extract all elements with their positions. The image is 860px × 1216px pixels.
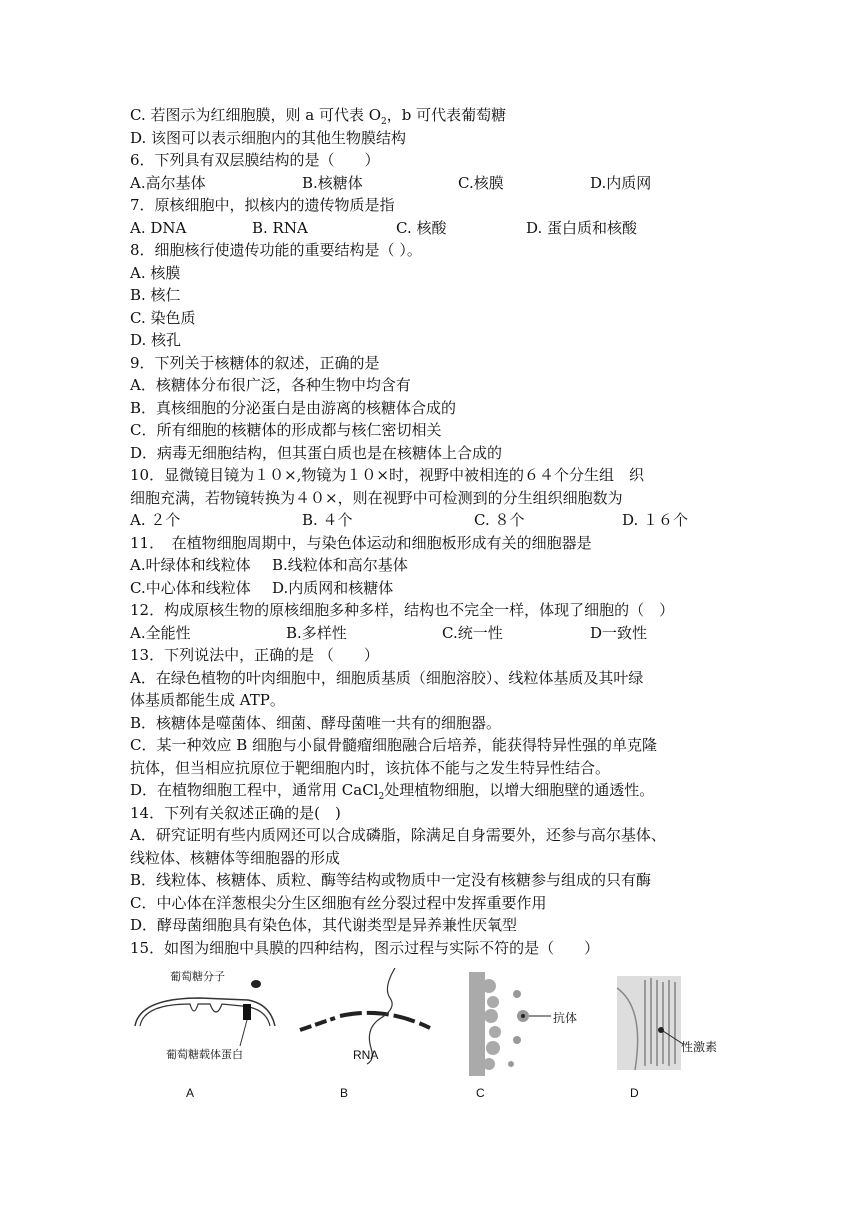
question-10: 10．显微镜目镜为１０×,物镜为１０×时，视野中被相连的６４个分生组 织 [130, 466, 644, 484]
subscript: 2 [381, 117, 387, 127]
option-d: D. 核孔 [130, 331, 182, 349]
figure-d [615, 968, 745, 1078]
option-d: D．病毒无细胞结构，但其蛋白质也是在核糖体上合成的 [130, 443, 503, 462]
option-b: B．核糖体是噬菌体、细菌、酵母菌唯一共有的细胞器。 [130, 713, 502, 732]
option-d: D. １６个 [622, 511, 689, 529]
question-10-cont: 细胞充满，若物镜转换为４０×，则在视野中可检测到的分生组织细胞数为 [130, 488, 623, 507]
text: D．在植物细胞工程中，通常用 CaCl [130, 781, 379, 799]
options-11b [130, 577, 740, 600]
option-d: D一致性 [590, 623, 648, 642]
figure-b [295, 968, 435, 1078]
text: C. 若图示为红细胞膜，则 a 可代表 O [130, 106, 382, 124]
option-b: B. RNA [252, 218, 308, 237]
option-b: B. 核仁 [130, 286, 181, 304]
subscript: 2 [378, 792, 385, 802]
option-c: C．中心体在洋葱根尖分生区细胞有丝分裂过程中发挥重要作用 [130, 893, 547, 912]
option-a-cont: 线粒体、核糖体等细胞器的形成 [130, 848, 341, 867]
option-a: A. DNA [130, 218, 187, 237]
option-c: C．所有细胞的核糖体的形成都与核仁密切相关 [130, 421, 442, 439]
question-text [130, 104, 740, 959]
question-9: 9．下列关于核糖体的叙述，正确的是 [130, 353, 380, 372]
option-c: C．某一种效应 B 细胞与小鼠骨髓瘤细胞融合后培养，能获得特异性强的单克隆 [130, 736, 658, 754]
question-14: 14．下列有关叙述正确的是( ) [130, 803, 341, 822]
figure-a-label: A [186, 1086, 195, 1100]
question-13: 13．下列说法中，正确的是 （ ） [130, 646, 379, 664]
option-a: A．研究证明有些内质网还可以合成磷脂，除满足自身需要外，还参与高尔基体、 [130, 826, 666, 844]
text: ，b 可代表葡萄糖 [386, 106, 507, 124]
figure-c-drawing [465, 968, 555, 1078]
figure-d-label: D [630, 1086, 639, 1100]
option-a: A．在绿色植物的叶肉细胞中，细胞质基质（细胞溶胶）、线粒体基质及其叶绿 [130, 668, 644, 687]
question-12: 12．构成原核生物的原核细胞多种多样，结构也不完全一样，体现了细胞的（ ） [130, 601, 675, 619]
text: 处理植物细胞，以增大细胞壁的通透性。 [384, 781, 655, 799]
option-b: B.核糖体 [302, 173, 363, 192]
options-6 [130, 172, 740, 195]
figure-c-label: C [476, 1086, 485, 1100]
option-line [130, 104, 740, 127]
option-a: A．核糖体分布很广泛，各种生物中均含有 [130, 376, 411, 394]
options-7 [130, 217, 740, 240]
option-b: B．线粒体、核糖体、质粒、酶等结构或物质中一定没有核糖参与组成的只有酶 [130, 871, 652, 889]
option-d: D．酵母菌细胞具有染色体，其代谢类型是异养兼性厌氧型 [130, 916, 518, 934]
option-c: C.统一性 [442, 623, 503, 642]
figure-d-drawing [615, 968, 695, 1078]
option-b: B.多样性 [286, 623, 347, 642]
question-11: 11． 在植物细胞周期中，与染色体运动和细胞板形成有关的细胞器是 [130, 533, 592, 552]
option-a: A.叶绿体和线粒体 [130, 556, 251, 574]
question-6: 6．下列具有双层膜结构的是（ ） [130, 151, 380, 169]
option-c: C. 核酸 [396, 218, 447, 237]
option-c: C. 染色质 [130, 308, 196, 327]
question-7: 7．原核细胞中，拟核内的遗传物质是指 [130, 196, 395, 214]
option-c: C. ８个 [474, 511, 525, 529]
option-c-cont: 抗体，但当相应抗原位于靶细胞内时，该抗体不能与之发生特异性结合。 [130, 758, 611, 777]
question-8: 8．细胞核行使遗传功能的重要结构是（ ）。 [130, 241, 422, 259]
option-d: D.内质网和核糖体 [272, 578, 394, 597]
option-line: D. 该图可以表示细胞内的其他生物膜结构 [130, 128, 407, 147]
option-b: B. ４个 [302, 511, 353, 529]
option-d: D. 蛋白质和核酸 [526, 218, 638, 237]
option-a-cont: 体基质都能生成 ATP。 [130, 691, 285, 709]
figure-membrane-structures [130, 968, 750, 1108]
option-d [130, 779, 740, 802]
options-10 [130, 509, 740, 532]
rna-label: RNA [353, 1048, 379, 1062]
figure-c [465, 968, 605, 1078]
figure-a [130, 968, 280, 1078]
option-b: B．真核细胞的分泌蛋白是由游离的核糖体合成的 [130, 398, 457, 417]
option-d: D.内质网 [590, 173, 652, 192]
figure-a-drawing [130, 968, 280, 1078]
option-a: A. ２个 [130, 511, 181, 529]
option-a: A.全能性 [130, 623, 191, 642]
sex-hormone-label: 性激素 [681, 1040, 718, 1054]
option-b: B.线粒体和高尔基体 [272, 556, 408, 574]
option-c: C.核膜 [458, 173, 504, 192]
antibody-label: 抗体 [553, 1011, 578, 1025]
question-15: 15．如图为细胞中具膜的四种结构，图示过程与实际不符的是（ ） [130, 938, 600, 957]
option-c: C.中心体和线粒体 [130, 578, 251, 597]
glucose-carrier-label: 葡萄糖载体蛋白 [166, 1049, 243, 1061]
option-a: A. 核膜 [130, 263, 181, 282]
options-11a [130, 554, 740, 577]
glucose-molecule-label: 葡萄糖分子 [170, 971, 225, 983]
figure-b-label: B [340, 1086, 349, 1100]
option-a: A.高尔基体 [130, 173, 206, 192]
options-12 [130, 622, 740, 645]
